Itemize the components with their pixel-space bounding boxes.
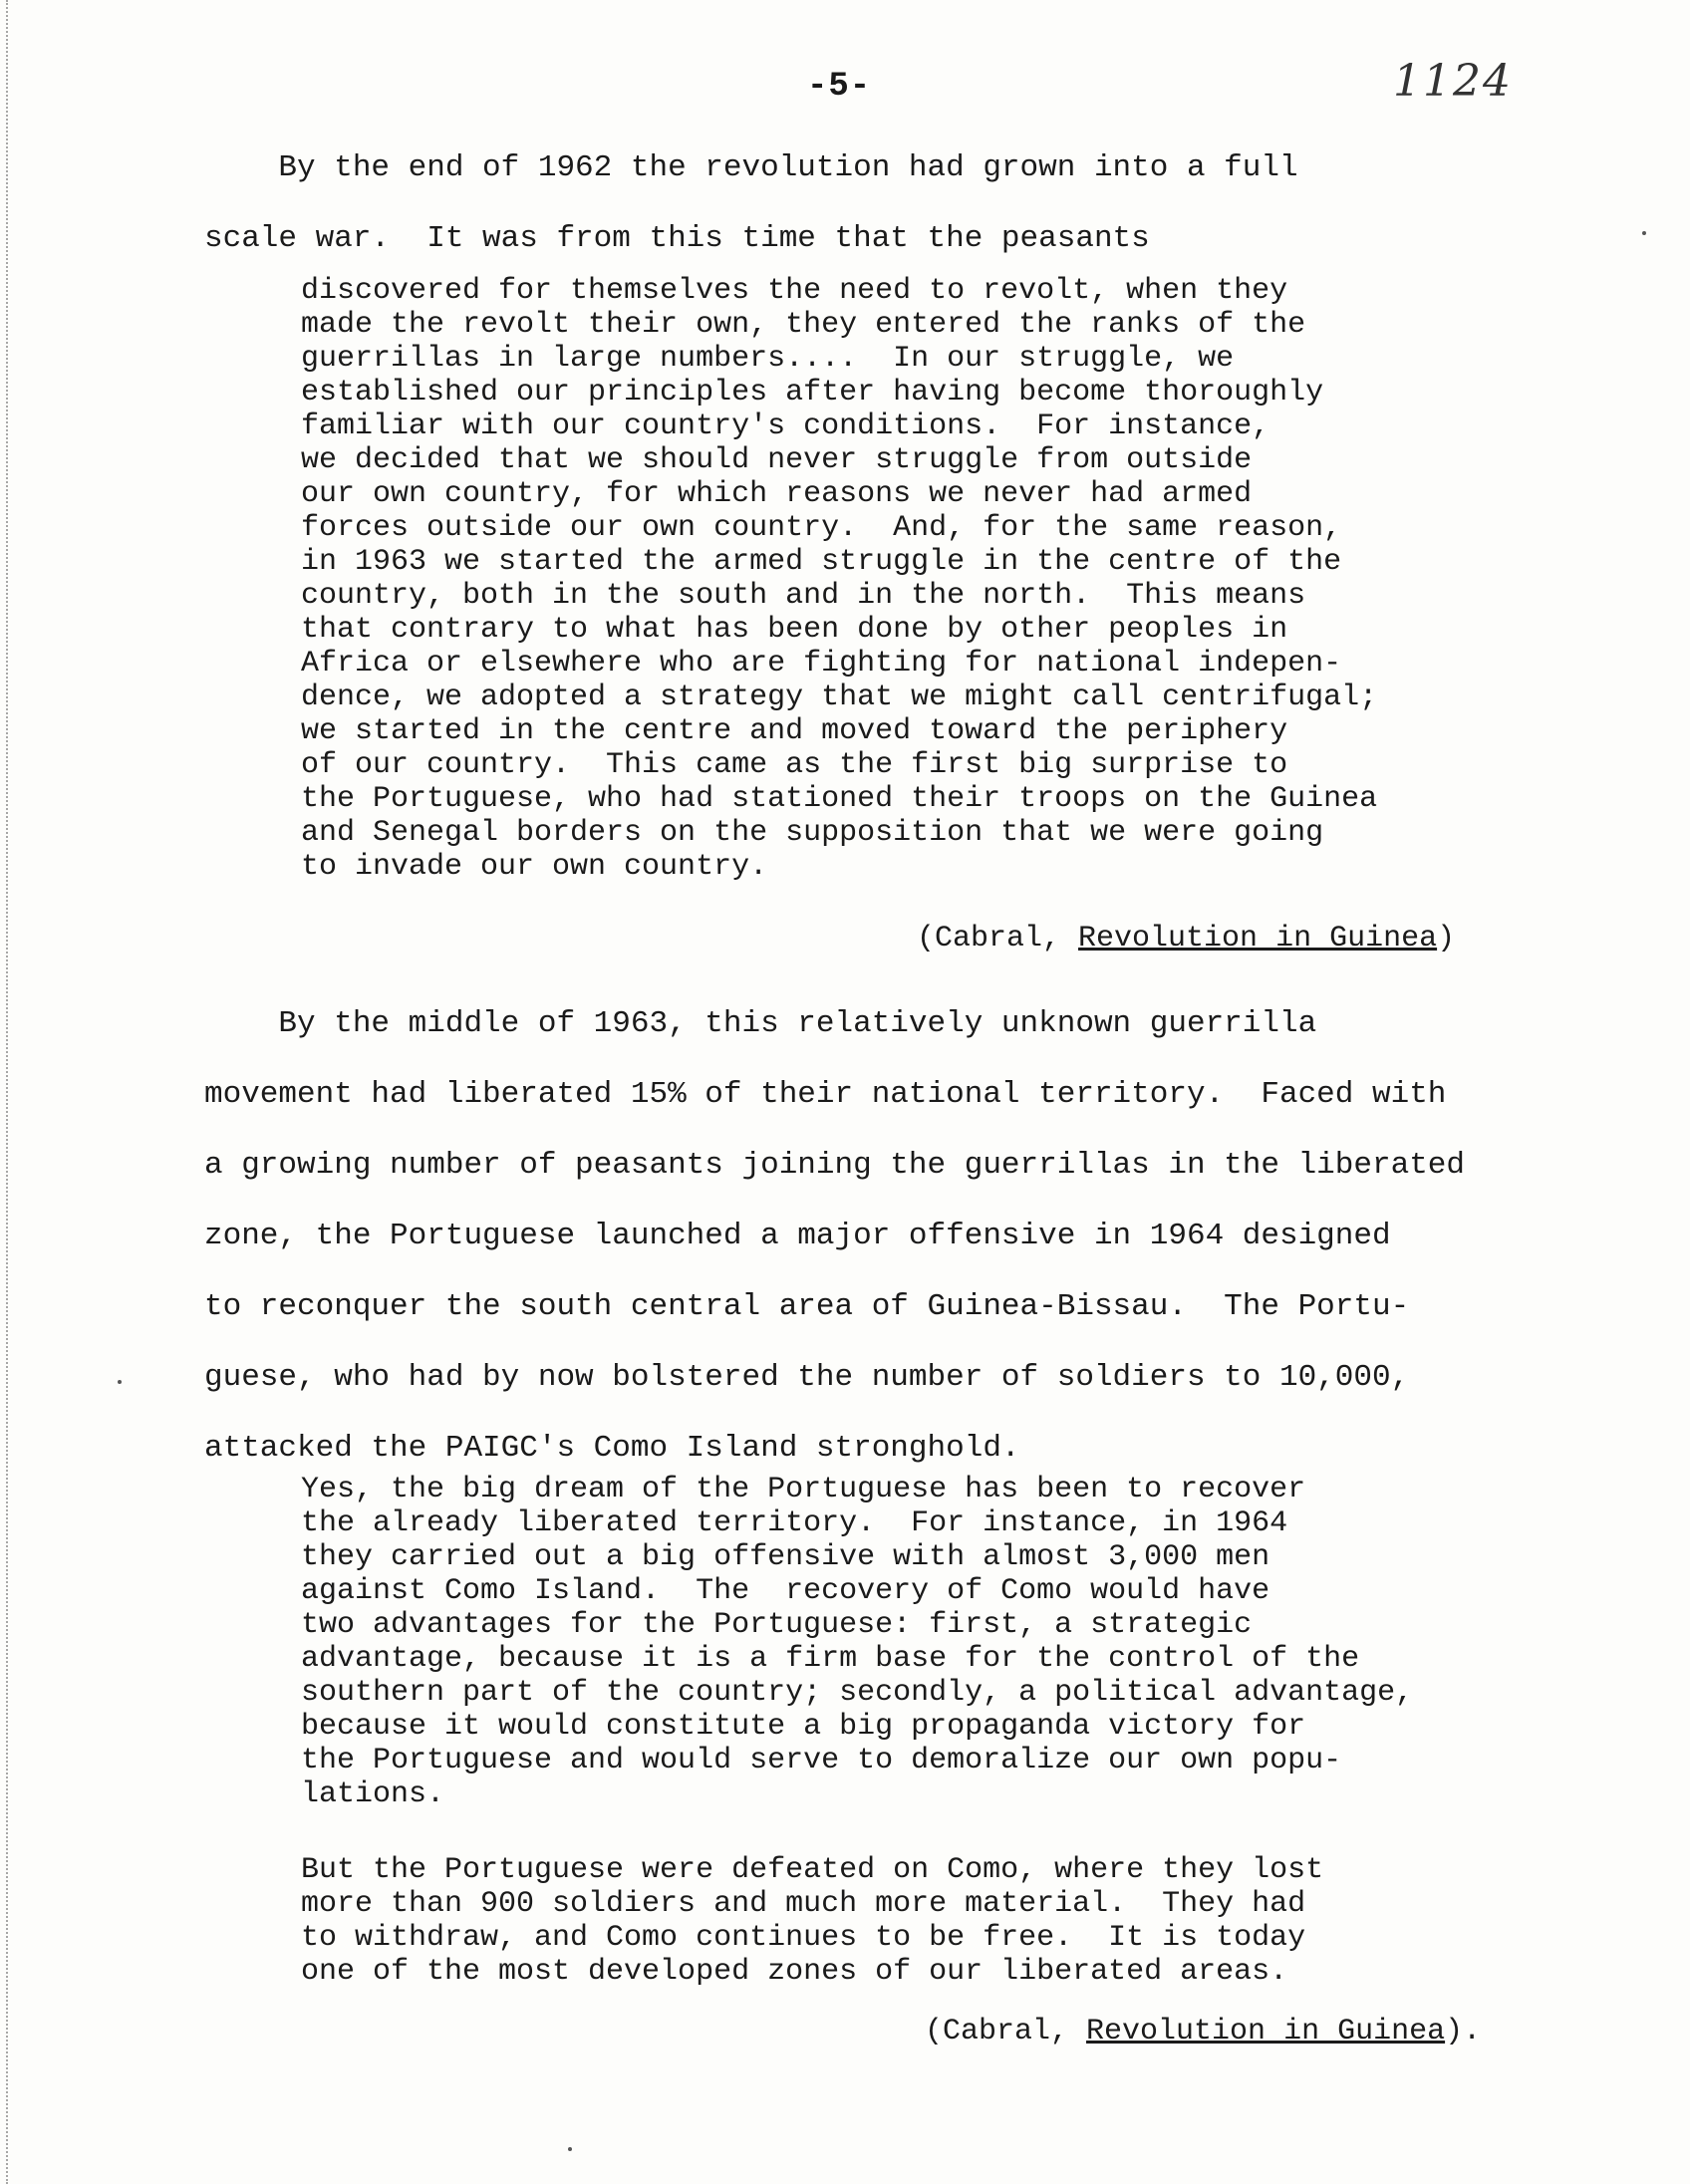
body-paragraph-1: By the end of 1962 the revolution had grown into a full scale war. It was from this time that the peasants	[204, 150, 1298, 256]
block-quote-1: discovered for themselves the need to revolt, when they made the revolt their own, they entered the ranks of the guerrillas in large numbers.... In our struggle, we established our principles after having become thoroughly familiar with our country's conditions. For instance, we decided that we should never struggle from outside our own country, for which reasons we never had armed forces outside our own country. And, for the same reason, in 1963 we started the armed struggle in the centre of the country, both in the south and in the north. This means that contrary to what has been done by other peoples in Africa or elsewhere who are fighting for national indepen- dence, we adopted a strategy that we might call centrifugal; we started in the centre and moved toward the periphery of our country. This came as the first big surprise to the Portuguese, who had stationed their troops on the Guinea and Senegal borders on the supposition that we were going to invade our own country.	[301, 274, 1378, 884]
page-number: -5-	[807, 68, 872, 106]
citation-1-title: Revolution in Guinea	[1078, 922, 1438, 956]
citation-1-prefix: (Cabral,	[917, 922, 1079, 956]
citation-2-prefix: (Cabral,	[925, 2015, 1087, 2048]
block-quote-3: But the Portuguese were defeated on Como, where they lost more than 900 soldiers and much more material. They had to withdraw, and Como continues to be free. It is today one of the most developed zones of our liberated areas.	[301, 1853, 1324, 1989]
handwritten-archive-number: 1124	[1393, 56, 1513, 107]
citation-2-suffix: ).	[1445, 2015, 1482, 2048]
citation-1	[917, 922, 1455, 956]
citation-2	[925, 2015, 1481, 2048]
citation-2-title: Revolution in Guinea	[1086, 2015, 1446, 2048]
body-paragraph-2: By the middle of 1963, this relatively unknown guerrilla movement had liberated 15% of their national territory. Faced with a growing number of peasants joining the guerrillas in the liberated zone, the Portuguese launched a major offensive in 1964 designed to reconquer the south central area of Guinea-Bissau. The Portu- guese, who had by now bolstered the number of soldiers to 10,000, attacked the PAIGC's Como Island stronghold.	[204, 1006, 1466, 1466]
scan-speck	[1642, 231, 1646, 235]
binding-edge-marks	[6, 0, 14, 2184]
block-quote-2: Yes, the big dream of the Portuguese has been to recover the already liberated territory. For instance, in 1964 they carried out a big offensive with almost 3,000 men against Como Island. The recovery of Como would have two advantages for the Portuguese: first, a strategic advantage, because it is a firm base for the control of the southern part of the country; secondly, a political advantage, because it would constitute a big propaganda victory for the Portuguese and would serve to demoralize our own popu- lations.	[301, 1473, 1414, 1811]
citation-1-suffix: )	[1437, 922, 1456, 956]
scan-speck	[118, 1380, 122, 1384]
scan-speck	[568, 2147, 572, 2151]
